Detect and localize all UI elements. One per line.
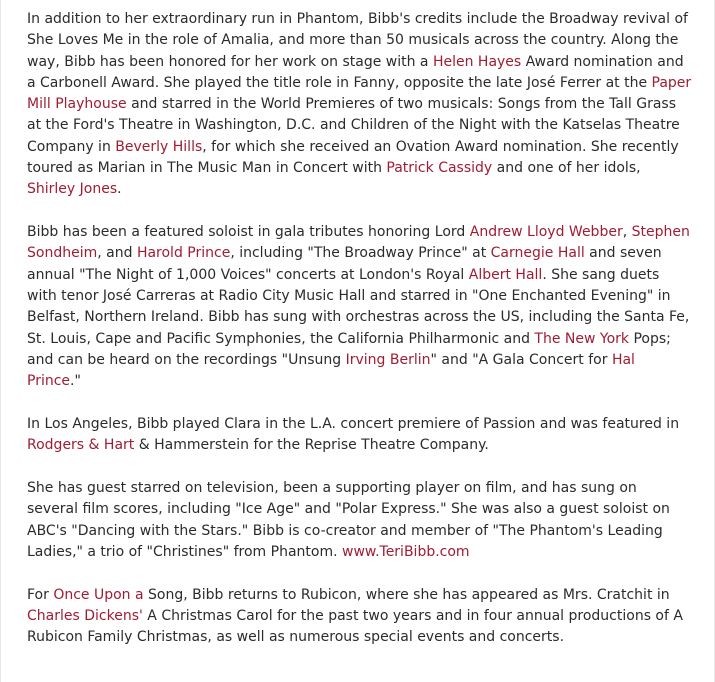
text-run: Pops; and can be heard on the recordings "Unsung — [27, 330, 671, 368]
text-run: . She sang duets with tenor José Carreras at Radio City Music Hall and starred in "One Enchanted Evening" in Belfast, Northern Ireland. Bibb has sung with orchestras across the US, including the Santa Fe, St. Louis, Cape and Pacific Symphonies, the California Philharmonic and — [27, 266, 690, 347]
text-run: In addition to her extraordinary run in Phantom, Bibb's credits include the Broadway revival of She Loves Me in the role of Amalia, and more than 50 musicals across the country. Along the way, Bibb has been honored for her work on stage with a — [27, 11, 688, 70]
link-harold-prince[interactable]: Harold Prince — [136, 245, 231, 262]
text-run: , for which she received an Ovation Award nomination. She recently toured as Marian in The Music Man in Concert with — [27, 138, 679, 177]
paragraph-television-film — [27, 478, 692, 563]
text-run: , including "The Broadway Prince" at — [230, 245, 491, 262]
link-irving-berlin[interactable]: Irving Berlin — [345, 351, 431, 368]
link-charles-dickens[interactable]: Charles Dickens' — [27, 608, 143, 625]
link-albert-hall[interactable]: Albert Hall — [468, 266, 543, 283]
link-andrew-lloyd-webber[interactable]: Andrew Lloyd Webber — [469, 224, 623, 241]
text-run: A Christmas Carol for the past two years and in four annual productions of A Rubicon Family Christmas, as well as numerous special events and concerts. — [27, 608, 683, 646]
text-run: and seven annual "The Night of 1,000 Voices" concerts at London's Royal — [27, 245, 662, 283]
text-run: " and "A Gala Concert for — [430, 351, 612, 368]
link-helen-hayes[interactable]: Helen Hayes — [432, 53, 522, 70]
text-run: and one of her idols, — [492, 160, 641, 177]
paragraph-gala-tributes — [27, 222, 692, 392]
paragraph-los-angeles — [27, 414, 692, 457]
link-stephen-sondheim[interactable]: Stephen Sondheim — [27, 224, 690, 262]
text-run: For — [27, 586, 54, 603]
text-run: . — [117, 181, 122, 198]
link-shirley-jones[interactable]: Shirley Jones — [27, 181, 118, 198]
paragraph-phantom-credits — [27, 9, 692, 201]
text-run: ." — [70, 373, 81, 390]
text-run: She has guest starred on television, been a supporting player on film, and has sung on several film scores, including "Ice Age" and "Polar Express." She was also a guest soloist on ABC's "Dancing with the Stars." Bibb is co-creator and member of "The Phantom's Leading Ladies," a trio of "Christines" from Phantom. — [27, 480, 670, 561]
link-once-upon-a[interactable]: Once Upon a — [53, 586, 144, 603]
article-body — [27, 9, 692, 670]
link-the-new-york[interactable]: The New York — [534, 330, 630, 347]
link-teribibb-website[interactable]: www.TeriBibb.com — [342, 544, 470, 561]
text-run: , and — [97, 245, 137, 262]
text-run: Song, Bibb returns to Rubicon, where she has appeared as Mrs. Cratchit in — [143, 586, 670, 603]
text-run: , — [622, 224, 632, 241]
text-run: Award nomination and a Carbonell Award. She played the title role in Fanny, opposite the late José Ferrer at the — [27, 53, 684, 91]
text-run: & Hammerstein for the Reprise Theatre Company. — [134, 437, 489, 454]
link-rodgers-hart[interactable]: Rodgers & Hart — [27, 437, 135, 454]
link-beverly-hills[interactable]: Beverly Hills — [115, 138, 203, 155]
link-hal-prince[interactable]: Hal Prince — [27, 351, 635, 390]
paragraph-rubicon — [27, 585, 692, 649]
link-patrick-cassidy[interactable]: Patrick Cassidy — [386, 160, 493, 177]
link-paper-mill-playhouse[interactable]: Paper Mill Playhouse — [27, 74, 692, 113]
text-run: Bibb has been a featured soloist in gala tributes honoring Lord — [27, 224, 470, 241]
link-carnegie-hall[interactable]: Carnegie Hall — [490, 245, 585, 262]
text-run: and starred in the World Premieres of two musicals: Songs from the Tall Grass at the Ford's Theatre in Washington, D.C. and Children of the Night with the Katselas Theatre Company in — [27, 96, 680, 155]
text-run: In Los Angeles, Bibb played Clara in the L.A. concert premiere of Passion and was featured in — [27, 416, 680, 433]
